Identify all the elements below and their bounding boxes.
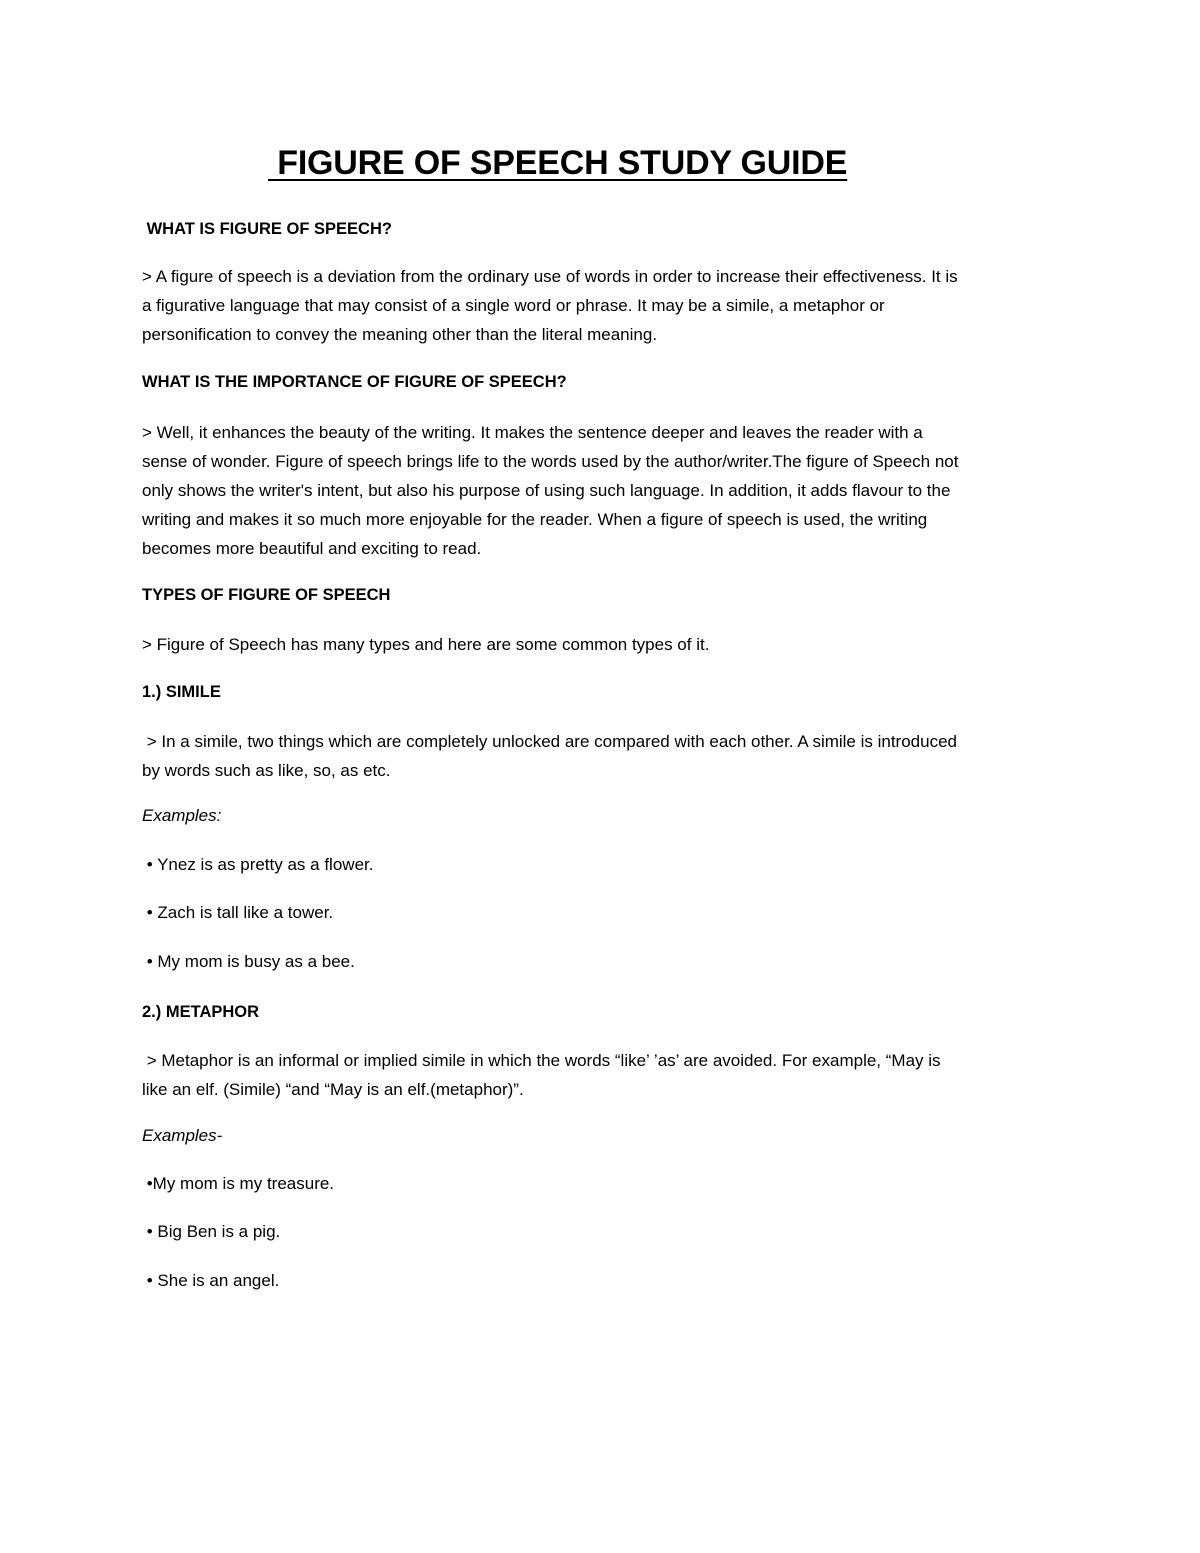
metaphor-examples-label: Examples- [142, 1126, 223, 1145]
document-title: FIGURE OF SPEECH STUDY GUIDE [268, 144, 848, 182]
section-heading-what-is: WHAT IS FIGURE OF SPEECH? [142, 220, 392, 238]
metaphor-example-item: • She is an angel. [142, 1271, 280, 1290]
paragraph-line: > Figure of Speech has many types and here are some common types of it. [142, 635, 710, 654]
paragraph-line: > In a simile, two things which are completely unlocked are compared with each other. A simile is introduced [142, 732, 957, 751]
paragraph-line: personification to convey the meaning other than the literal meaning. [142, 325, 658, 344]
paragraph-line: a figurative language that may consist of a single word or phrase. It may be a simile, a metaphor or [142, 296, 885, 315]
paragraph-line: becomes more beautiful and exciting to read. [142, 539, 482, 558]
simile-example-item: • Ynez is as pretty as a flower. [142, 855, 374, 874]
metaphor-example-item: •My mom is my treasure. [142, 1174, 335, 1193]
paragraph-line: only shows the writer's intent, but also his purpose of using such language. In addition, it adds flavour to the [142, 481, 951, 500]
paragraph-line: by words such as like, so, as etc. [142, 761, 391, 780]
section-paragraph-importance [142, 418, 1062, 563]
paragraph-line: like an elf. (Simile) “and “May is an elf.(metaphor)”. [142, 1080, 524, 1099]
simile-examples-label: Examples: [142, 806, 222, 825]
section-heading-types: TYPES OF FIGURE OF SPEECH [142, 586, 391, 604]
metaphor-heading: 2.) METAPHOR [142, 1003, 260, 1021]
simile-paragraph [142, 727, 1062, 785]
metaphor-example-item: • Big Ben is a pig. [142, 1222, 281, 1241]
section-paragraph-types [142, 630, 1062, 659]
paragraph-line: > Well, it enhances the beauty of the writing. It makes the sentence deeper and leaves the reader with a [142, 423, 923, 442]
paragraph-line: writing and makes it so much more enjoyable for the reader. When a figure of speech is used, the writing [142, 510, 928, 529]
simile-example-item: • Zach is tall like a tower. [142, 903, 334, 922]
simile-example-item: • My mom is busy as a bee. [142, 952, 355, 971]
paragraph-line: sense of wonder. Figure of speech brings life to the words used by the author/writer.The figure of Speech not [142, 452, 959, 471]
simile-heading: 1.) SIMILE [142, 683, 221, 701]
paragraph-line: > A figure of speech is a deviation from the ordinary use of words in order to increase their effectiveness. It is [142, 267, 958, 286]
section-heading-importance: WHAT IS THE IMPORTANCE OF FIGURE OF SPEECH? [142, 373, 567, 391]
section-paragraph-what-is [142, 262, 1062, 349]
paragraph-line: > Metaphor is an informal or implied simile in which the words “like’ ’as’ are avoided. For example, “May is [142, 1051, 941, 1070]
metaphor-paragraph [142, 1046, 1062, 1104]
